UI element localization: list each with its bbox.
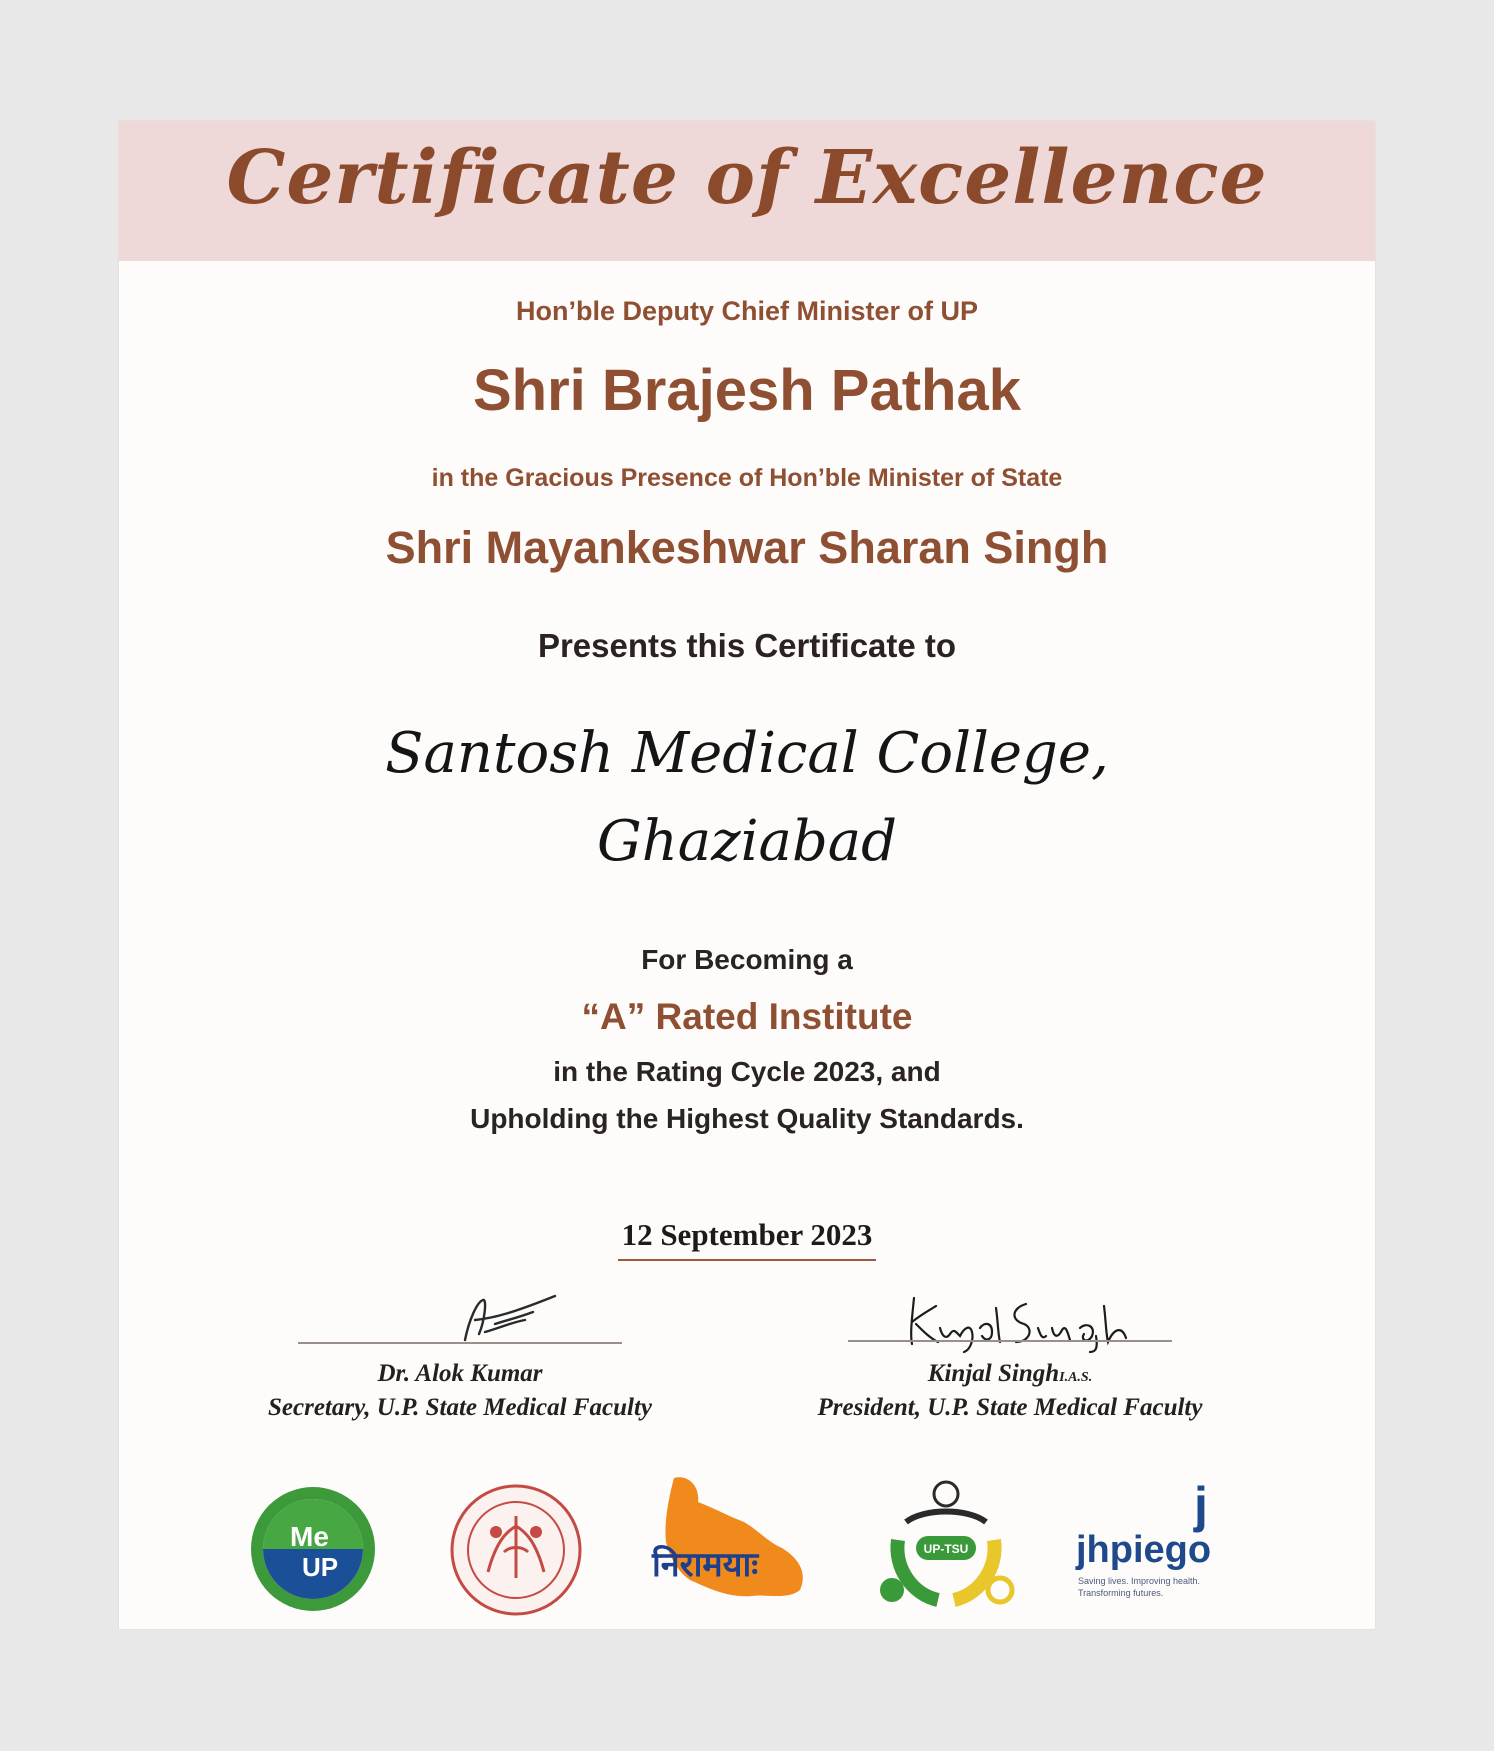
signatory-right-name: Kinjal Singh	[927, 1360, 1060, 1387]
svg-text:j: j	[1194, 1477, 1208, 1533]
svg-text:UP: UP	[302, 1552, 339, 1582]
kinjal-singh-signature-icon	[900, 1288, 1140, 1354]
date-block	[119, 1217, 1375, 1261]
recipient-city: Ghaziabad	[596, 809, 898, 874]
standards-line: Upholding the Highest Quality Standards.	[470, 1103, 1024, 1134]
svg-text:Transforming futures.: Transforming futures.	[1078, 1588, 1164, 1598]
for-becoming-line: For Becoming a	[641, 944, 853, 975]
signatory-right	[848, 1340, 1172, 1342]
rating-cycle-line: in the Rating Cycle 2023, and	[553, 1056, 941, 1087]
signatory-left-role: Secretary, U.P. State Medical Faculty	[268, 1394, 652, 1421]
minister-name: Shri Mayankeshwar Sharan Singh	[385, 522, 1109, 573]
deputy-cm-name: Shri Brajesh Pathak	[473, 358, 1021, 423]
presence-line: in the Gracious Presence of Hon’ble Minister of State	[431, 464, 1063, 492]
signature-line-right	[848, 1340, 1172, 1342]
faculty-seal-logo-icon	[448, 1482, 584, 1618]
alok-kumar-signature-icon	[455, 1290, 565, 1348]
signatory-left-text	[230, 1360, 690, 1422]
signatory-left-name: Dr. Alok Kumar	[377, 1360, 543, 1387]
svg-text:निरामयाः: निरामयाः	[652, 1545, 759, 1585]
signatory-right-text	[780, 1360, 1240, 1422]
rating-line: “A” Rated Institute	[581, 996, 913, 1037]
svg-text:UP-TSU: UP-TSU	[923, 1542, 969, 1556]
svg-text:Me: Me	[290, 1521, 329, 1552]
signatory-right-suffix: I.A.S.	[1059, 1370, 1093, 1385]
svg-text:Saving lives. Improving health: Saving lives. Improving health.	[1078, 1576, 1201, 1586]
certificate-date: 12 September 2023	[618, 1217, 877, 1261]
certificate-title: Certificate of Excellence	[226, 135, 1268, 221]
deputy-cm-designation: Hon’ble Deputy Chief Minister of UP	[515, 296, 979, 326]
jhpiego-logo-icon	[1070, 1476, 1240, 1606]
presents-line: Presents this Certificate to	[537, 627, 957, 664]
niramaya-logo-icon	[648, 1472, 818, 1612]
signatory-right-name-row	[780, 1360, 1240, 1388]
uptsu-logo-icon	[876, 1478, 1016, 1614]
signatory-right-role: President, U.P. State Medical Faculty	[817, 1394, 1203, 1421]
signatory-left	[280, 1342, 640, 1344]
svg-text:jhpiego: jhpiego	[1076, 1529, 1212, 1571]
meup-logo-icon	[248, 1484, 378, 1614]
signature-line-left	[298, 1342, 622, 1344]
recipient-name: Santosh Medical College,	[385, 721, 1109, 786]
